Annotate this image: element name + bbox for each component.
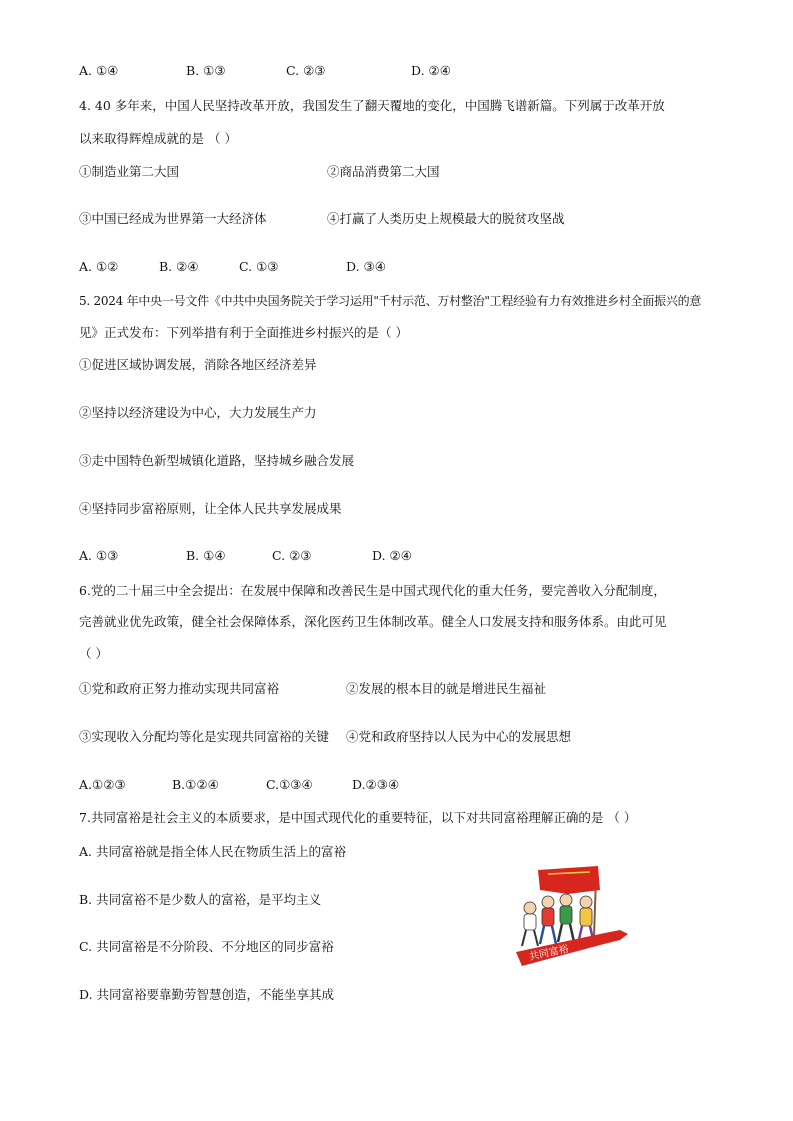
q7-option-c: C. 共同富裕是不分阶段、不分地区的同步富裕 (79, 939, 334, 954)
q6-stem-line3: （ ） (79, 646, 108, 661)
q5-item-4: ④坚持同步富裕原则，让全体人民共享发展成果 (79, 501, 342, 516)
q6-item-2: ②发展的根本目的就是增进民生福祉 (346, 681, 547, 696)
q4-item-1: ①制造业第二大国 (79, 164, 180, 179)
q6-stem-line2: 完善就业优先政策，健全社会保障体系，深化医药卫生体制改革。健全人口发展支持和服务体系。由此可见 (79, 614, 667, 629)
q3-option-a: A. ①④ (79, 63, 119, 78)
q7-option-b: B. 共同富裕不是少数人的富裕，是平均主义 (79, 892, 322, 907)
q4-stem-line2: 以来取得辉煌成就的是 （ ） (79, 131, 237, 146)
common-prosperity-illustration (508, 860, 632, 972)
q7-stem: 7.共同富裕是社会主义的本质要求，是中国式现代化的重要特征，以下对共同富裕理解正确的是 （ ） (79, 810, 637, 825)
q4-option-c: C. ①③ (239, 259, 279, 274)
q4-item-2: ②商品消费第二大国 (327, 164, 440, 179)
q5-item-2: ②坚持以经济建设为中心，大力发展生产力 (79, 405, 317, 420)
q5-option-c: C. ②③ (272, 548, 312, 563)
q3-option-c: C. ②③ (286, 63, 326, 78)
q6-option-a: A.①②③ (79, 777, 126, 792)
q5-stem-line1: 5. 2024 年中央一号文件《中共中央国务院关于学习运用"千村示范、万村整治"工程经验有力有效推进乡村全面振兴的意 (79, 294, 702, 308)
q6-stem-line1: 6.党的二十届三中全会提出：在发展中保障和改善民生是中国式现代化的重大任务，要完善收入分配制度， (79, 583, 666, 598)
q4-option-a: A. ①② (79, 259, 119, 274)
q5-option-b: B. ①④ (186, 548, 226, 563)
q4-item-4: ④打赢了人类历史上规模最大的脱贫攻坚战 (327, 211, 565, 226)
red-flag-icon (538, 866, 600, 894)
q6-item-4: ④党和政府坚持以人民为中心的发展思想 (346, 729, 572, 744)
q7-option-d: D. 共同富裕要靠勤劳智慧创造，不能坐享其成 (79, 987, 335, 1002)
illustration-caption: 共同富裕 (528, 943, 570, 963)
q4-option-b: B. ②④ (159, 259, 199, 274)
q7-option-a: A. 共同富裕就是指全体人民在物质生活上的富裕 (79, 844, 346, 859)
q5-item-3: ③走中国特色新型城镇化道路，坚持城乡融合发展 (79, 453, 355, 468)
q6-item-1: ①党和政府正努力推动实现共同富裕 (79, 681, 280, 696)
q4-stem-line1: 4. 40 多年来，中国人民坚持改革开放，我国发生了翻天覆地的变化，中国腾飞谱新篇。下列属于改革开放 (79, 98, 665, 113)
q6-option-d: D.②③④ (352, 777, 400, 792)
q6-option-c: C.①③④ (266, 777, 313, 792)
q5-option-d: D. ②④ (372, 548, 412, 563)
q4-option-d: D. ③④ (346, 259, 386, 274)
q6-option-b: B.①②④ (172, 777, 219, 792)
q6-item-3: ③实现收入分配均等化是实现共同富裕的关键 (79, 729, 330, 744)
q5-item-1: ①促进区域协调发展，消除各地区经济差异 (79, 357, 317, 372)
q5-stem-line2: 见》正式发布：下列举措有利于全面推进乡村振兴的是（ ） (79, 325, 408, 340)
q3-option-b: B. ①③ (186, 63, 226, 78)
q4-item-3: ③中国已经成为世界第一大经济体 (79, 211, 267, 226)
q3-option-d: D. ②④ (411, 63, 451, 78)
q5-option-a: A. ①③ (79, 548, 119, 563)
